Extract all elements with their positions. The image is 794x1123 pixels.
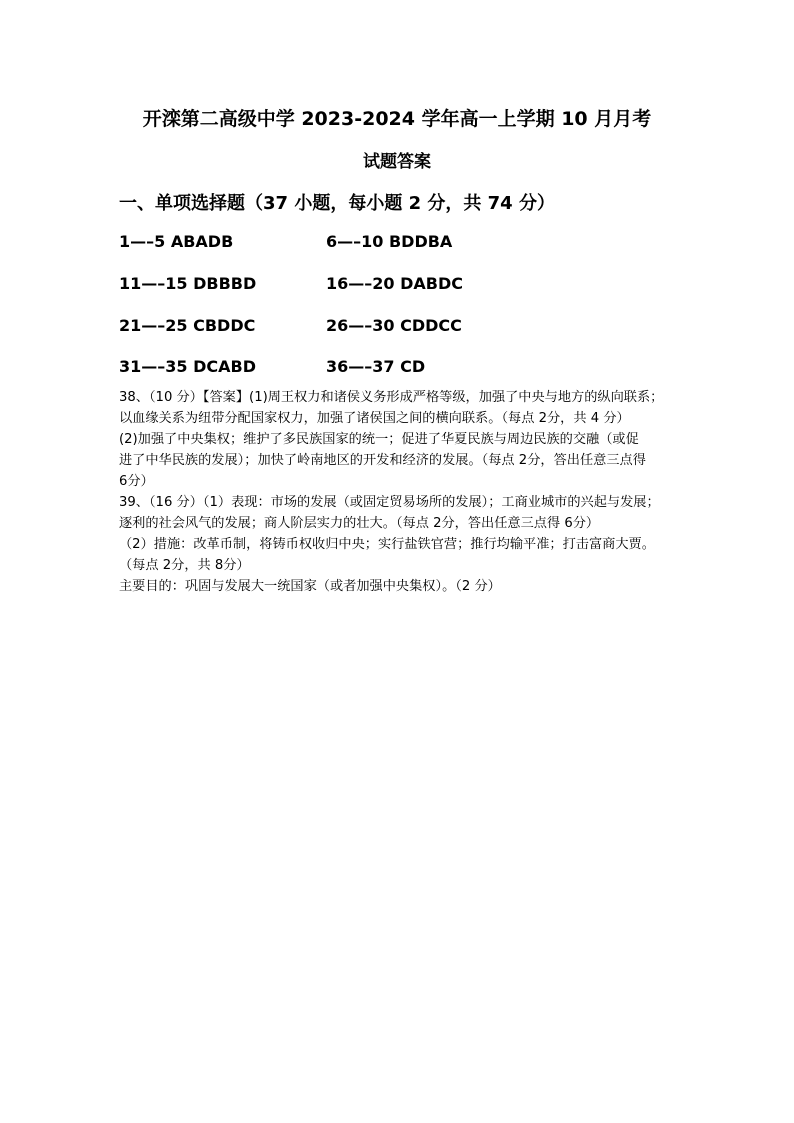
answer-key-cell: 36—–37 CD: [326, 357, 426, 376]
answer-key-cell: 21—–25 CBDDC: [119, 316, 256, 335]
answer-key-cell: 1—–5 ABADB: [119, 232, 234, 251]
answer-key-cell: 31—–35 DCABD: [119, 357, 256, 376]
document-subtitle: 试题答案: [363, 152, 431, 172]
document-title: 开滦第二高级中学 2023-2024 学年高一上学期 10 月月考: [142, 108, 652, 130]
free-response-answers: [119, 387, 684, 597]
answer-line: 38、（10 分）【答案】(1)周王权力和诸侯义务形成严格等级，加强了中央与地方的纵向联系；: [119, 390, 664, 405]
answer-line: 以血缘关系为纽带分配国家权力，加强了诸侯国之间的横向联系。（每点 2分，共 4 分）: [119, 411, 630, 426]
answer-key-cell: 11—–15 DBBBD: [119, 274, 257, 293]
answer-line: （每点 2分，共 8分）: [119, 558, 250, 573]
answer-line: 6分）: [119, 474, 154, 489]
answer-line: （2）措施：改革币制，将铸币权收归中央；实行盐铁官营；推行均输平准；打击富商大贾。: [119, 537, 655, 552]
answer-line: 进了中华民族的发展）；加快了岭南地区的开发和经济的发展。（每点 2分，答出任意三点得: [119, 453, 646, 468]
answer-key-cell: 26—–30 CDDCC: [326, 316, 462, 335]
answer-key-cell: 16—–20 DABDC: [326, 274, 463, 293]
answer-line: 主要目的：巩固与发展大一统国家（或者加强中央集权）。（2 分）: [119, 579, 501, 594]
answer-line: 逐利的社会风气的发展；商人阶层实力的壮大。（每点 2分，答出任意三点得 6分）: [119, 516, 600, 531]
answer-line: 39、（16 分）（1）表现：市场的发展（或固定贸易场所的发展）；工商业城市的兴起与发展；: [119, 495, 660, 510]
answer-key-cell: 6—–10 BDDBA: [326, 232, 453, 251]
section-heading-multiple-choice: 一、单项选择题（37 小题，每小题 2 分，共 74 分）: [119, 193, 555, 214]
answer-line: (2)加强了中央集权；维护了多民族国家的统一；促进了华夏民族与周边民族的交融（或促: [119, 432, 639, 447]
